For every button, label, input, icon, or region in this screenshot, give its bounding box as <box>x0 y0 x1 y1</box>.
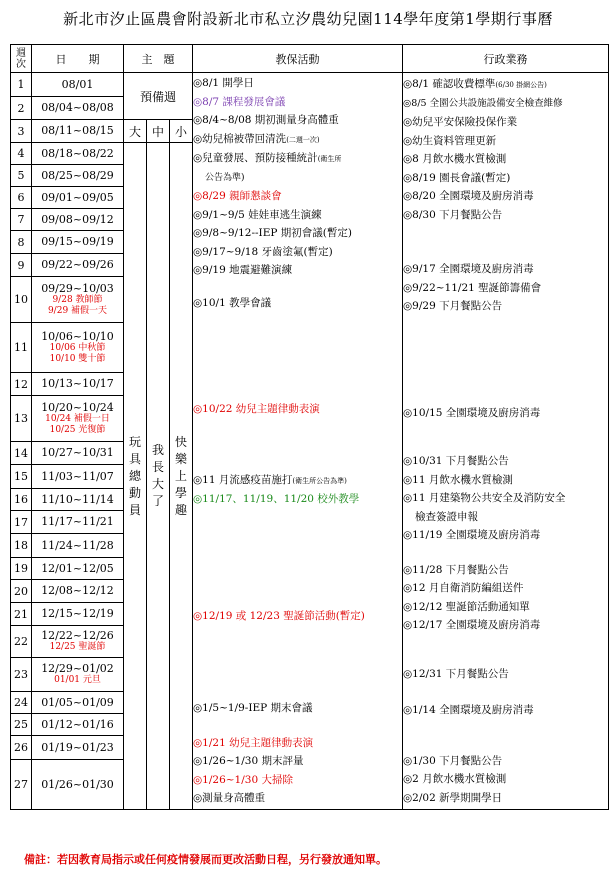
activity-item: ◎1/5~1/9-IEP 期末會議 <box>193 702 313 715</box>
week-number: 10 <box>11 277 32 323</box>
admin-item: ◎2/02 新學期開學日 <box>403 791 503 804</box>
week-date: 10/20~10/24 10/24 補假一日 10/25 光復節 <box>32 396 124 442</box>
week-date: 01/26~01/30 <box>32 760 124 810</box>
admin-item: ◎8/19 園長會議(暫定) <box>403 171 511 184</box>
week-date: 11/17~11/21 <box>32 511 124 534</box>
week-number: 26 <box>11 736 32 760</box>
week-number: 23 <box>11 658 32 692</box>
week-number: 2 <box>11 97 32 120</box>
week-number: 7 <box>11 209 32 231</box>
week-number: 18 <box>11 534 32 558</box>
admin-item: ◎12/17 全園環境及廚房消毒 <box>403 619 541 631</box>
admin-item: ◎2 月飲水機水質檢測 <box>403 773 507 785</box>
theme-big-label: 大 <box>124 120 147 143</box>
activity-item: ◎9/1~9/5 娃娃車逃生演練 <box>193 208 322 221</box>
admin-item: ◎12 月自衛消防編組送件 <box>403 582 524 594</box>
admin-item: ◎11 月建築物公共安全及消防安全 <box>403 492 566 504</box>
week-number: 12 <box>11 373 32 396</box>
theme-header: 主 題 <box>124 45 193 73</box>
admin-item: ◎11/19 全園環境及廚房消毒 <box>403 529 541 541</box>
theme-mid-label: 中 <box>147 120 170 143</box>
small-theme-text: 快樂上學趣 <box>175 434 188 517</box>
activity-item: ◎11/17、11/19、11/20 校外教學 <box>193 493 360 506</box>
calendar-table <box>10 44 609 810</box>
activity-item: ◎11 月流感疫苗施打(衛生所公告為準) <box>193 473 347 486</box>
week-date: 10/13~10/17 <box>32 373 124 396</box>
week-date: 08/18~08/22 <box>32 143 124 165</box>
admin-item: ◎9/29 下月餐點公告 <box>403 300 503 312</box>
week-number: 27 <box>11 760 32 810</box>
week-number: 5 <box>11 165 32 187</box>
week-date: 10/06~10/10 10/06 中秋節 10/10 雙十節 <box>32 323 124 373</box>
date-header: 日 期 <box>32 45 124 73</box>
admin-item: ◎8/5 全園公共設施設備安全檢查維修 <box>403 97 563 109</box>
week-number: 17 <box>11 511 32 534</box>
week-date: 10/27~10/31 <box>32 442 124 465</box>
week-date: 09/22~09/26 <box>32 254 124 277</box>
admin-item: ◎12/31 下月餐點公告 <box>403 667 509 680</box>
week-number: 4 <box>11 143 32 165</box>
activity-item: ◎幼兒棉被帶回清洗(二週一次) <box>193 132 320 145</box>
admin-item: ◎8/30 下月餐點公告 <box>403 208 503 221</box>
week-date: 09/29~10/03 9/28 教師節 9/29 補假一天 <box>32 277 124 323</box>
admin-item: ◎10/15 全園環境及廚房消毒 <box>403 406 541 419</box>
week-date: 11/24~11/28 <box>32 534 124 558</box>
week-number: 11 <box>11 323 32 373</box>
admin-item: ◎9/22~11/21 聖誕節籌備會 <box>403 281 542 294</box>
week-number: 22 <box>11 626 32 658</box>
footnote: 備註：若因教育局指示或任何疫情發展而更改活動日程，另行發放通知單。 <box>24 853 387 866</box>
week-date: 12/01~12/05 <box>32 558 124 580</box>
admin-item: 檢查簽證申報 <box>415 510 479 523</box>
week-date: 08/25~08/29 <box>32 165 124 187</box>
theme-big <box>124 143 147 810</box>
week-date: 12/15~12/19 <box>32 603 124 626</box>
big-theme-text: 玩具總動員 <box>129 434 142 517</box>
activities-header: 教保活動 <box>193 45 403 73</box>
admin-item: ◎幼兒平安保險投保作業 <box>403 116 518 128</box>
admin-item: ◎1/14 全園環境及廚房消毒 <box>403 704 534 716</box>
admin-item: ◎12/12 聖誕節活動通知單 <box>403 600 530 613</box>
activity-item: ◎1/26~1/30 大掃除 <box>193 773 293 786</box>
mid-theme-text: 我長大了 <box>152 443 165 508</box>
activity-item: ◎8/1 開學日 <box>193 77 254 90</box>
week-number: 6 <box>11 187 32 209</box>
week-date: 12/08~12/12 <box>32 580 124 603</box>
prep-week: 預備週 <box>124 73 193 120</box>
activity-item: ◎測量身高體重 <box>193 792 266 805</box>
week-number: 9 <box>11 254 32 277</box>
admin-item: ◎11/28 下月餐點公告 <box>403 563 509 576</box>
week-number: 13 <box>11 396 32 442</box>
week-date: 01/19~01/23 <box>32 736 124 760</box>
week-date: 12/29~01/02 01/01 元旦 <box>32 658 124 692</box>
activity-item: ◎10/22 幼兒主題律動表演 <box>193 403 320 416</box>
week-number: 16 <box>11 489 32 511</box>
theme-small-label: 小 <box>170 120 193 143</box>
activity-item: ◎8/4~8/08 期初測量身高體重 <box>193 114 339 127</box>
admin-item: ◎8/20 全園環境及廚房消毒 <box>403 190 534 202</box>
week-number: 19 <box>11 558 32 580</box>
week-number: 24 <box>11 692 32 714</box>
week-date: 11/10~11/14 <box>32 489 124 511</box>
activity-item: ◎12/19 或 12/23 聖誕節活動(暫定) <box>193 609 365 622</box>
week-number: 3 <box>11 120 32 143</box>
admin-header: 行政業務 <box>403 45 609 73</box>
activity-item: ◎9/19 地震避難演練 <box>193 264 293 277</box>
activity-item: ◎1/26~1/30 期末評量 <box>193 755 304 768</box>
admin-list <box>403 73 609 810</box>
admin-item: ◎8/1 確認收費標準(6/30 掛網公告) <box>403 78 547 90</box>
admin-item: ◎9/17 全園環境及廚房消毒 <box>403 263 534 275</box>
theme-mid <box>147 143 170 810</box>
week-date: 11/03~11/07 <box>32 465 124 489</box>
week-date: 09/01~09/05 <box>32 187 124 209</box>
activity-item: ◎8/29 親師懇談會 <box>193 190 282 203</box>
week-header: 週 次 <box>11 45 32 73</box>
week-number: 8 <box>11 231 32 254</box>
week-date: 08/11~08/15 <box>32 120 124 143</box>
admin-item: ◎幼生資料管理更新 <box>403 134 497 147</box>
table-row <box>11 73 609 97</box>
week-date: 09/15~09/19 <box>32 231 124 254</box>
admin-item: ◎1/30 下月餐點公告 <box>403 754 503 767</box>
activity-item: 公告為準) <box>205 172 245 183</box>
activity-item: ◎10/1 教學會議 <box>193 296 272 309</box>
week-date: 01/05~01/09 <box>32 692 124 714</box>
activity-item: ◎9/8~9/12--IEP 期初會議(暫定) <box>193 227 352 240</box>
admin-item: ◎11 月飲水機水質檢測 <box>403 473 513 486</box>
admin-item: ◎8 月飲水機水質檢測 <box>403 153 507 165</box>
page-title: 新北市汐止區農會附設新北市私立汐農幼兒園114學年度第1學期行事曆 <box>63 10 553 28</box>
admin-item: ◎10/31 下月餐點公告 <box>403 455 509 467</box>
activity-item: ◎9/17~9/18 牙齒塗氟(暫定) <box>193 245 333 258</box>
week-number: 15 <box>11 465 32 489</box>
week-date: 08/04~08/08 <box>32 97 124 120</box>
week-number: 14 <box>11 442 32 465</box>
week-date: 09/08~09/12 <box>32 209 124 231</box>
week-date: 08/01 <box>32 73 124 97</box>
activities-list <box>193 73 403 810</box>
activity-item: ◎8/7 課程發展會議 <box>193 95 286 108</box>
week-date: 12/22~12/26 12/25 聖誕節 <box>32 626 124 658</box>
activity-item: ◎兒童發展、預防接種統計(衛生所 <box>193 152 342 165</box>
week-number: 1 <box>11 73 32 97</box>
week-number: 21 <box>11 603 32 626</box>
activity-item: ◎1/21 幼兒主題律動表演 <box>193 736 314 749</box>
week-date: 01/12~01/16 <box>32 714 124 736</box>
theme-small <box>170 143 193 810</box>
week-number: 20 <box>11 580 32 603</box>
week-number: 25 <box>11 714 32 736</box>
header-row <box>11 45 609 73</box>
